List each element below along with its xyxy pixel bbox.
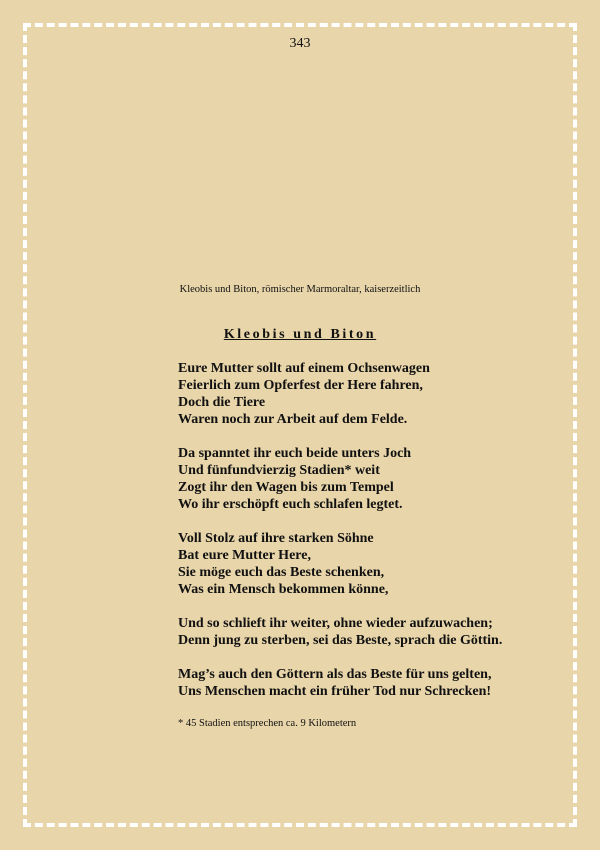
poem-line: Mag’s auch den Göttern als das Beste für uns gelten, [178,667,492,682]
poem-line: Bat eure Mutter Here, [178,548,311,563]
poem-line: Sie möge euch das Beste schenken, [178,565,385,580]
poem-line: Zogt ihr den Wagen bis zum Tempel [178,480,394,495]
image-caption: Kleobis und Biton, römischer Marmoraltar, kaiserzeitlich [179,284,421,295]
poem-line: Uns Menschen macht ein früher Tod nur Schrecken! [178,684,492,699]
poem-line: Denn jung zu sterben, sei das Beste, sprach die Göttin. [178,633,503,648]
poem-line: Waren noch zur Arbeit auf dem Felde. [178,412,408,427]
stanza-2 [178,445,578,513]
poem-line: Da spanntet ihr euch beide unters Joch [178,446,412,461]
footnote: * 45 Stadien entsprechen ca. 9 Kilometern [178,718,357,729]
poem-line: Voll Stolz auf ihre starken Söhne [178,531,374,546]
poem-line: Wo ihr erschöpft euch schlafen legtet. [178,497,403,512]
page-number: 343 [289,36,311,51]
poem-line: Doch die Tiere [178,395,266,410]
stanza-4 [178,615,578,649]
poem-line: Und fünfundvierzig Stadien* weit [178,463,380,478]
stanza-1 [178,360,578,428]
poem-line: Und so schlieft ihr weiter, ohne wieder aufzuwachen; [178,616,493,631]
poem-line: Was ein Mensch bekommen könne, [178,582,389,597]
stanza-3 [178,530,578,598]
stanza-5 [178,666,578,700]
poem-line: Eure Mutter sollt auf einem Ochsenwagen [178,361,430,376]
poem-title: Kleobis und Biton [223,327,377,342]
poem-line: Feierlich zum Opferfest der Here fahren, [178,378,423,393]
poem-body [178,360,578,717]
